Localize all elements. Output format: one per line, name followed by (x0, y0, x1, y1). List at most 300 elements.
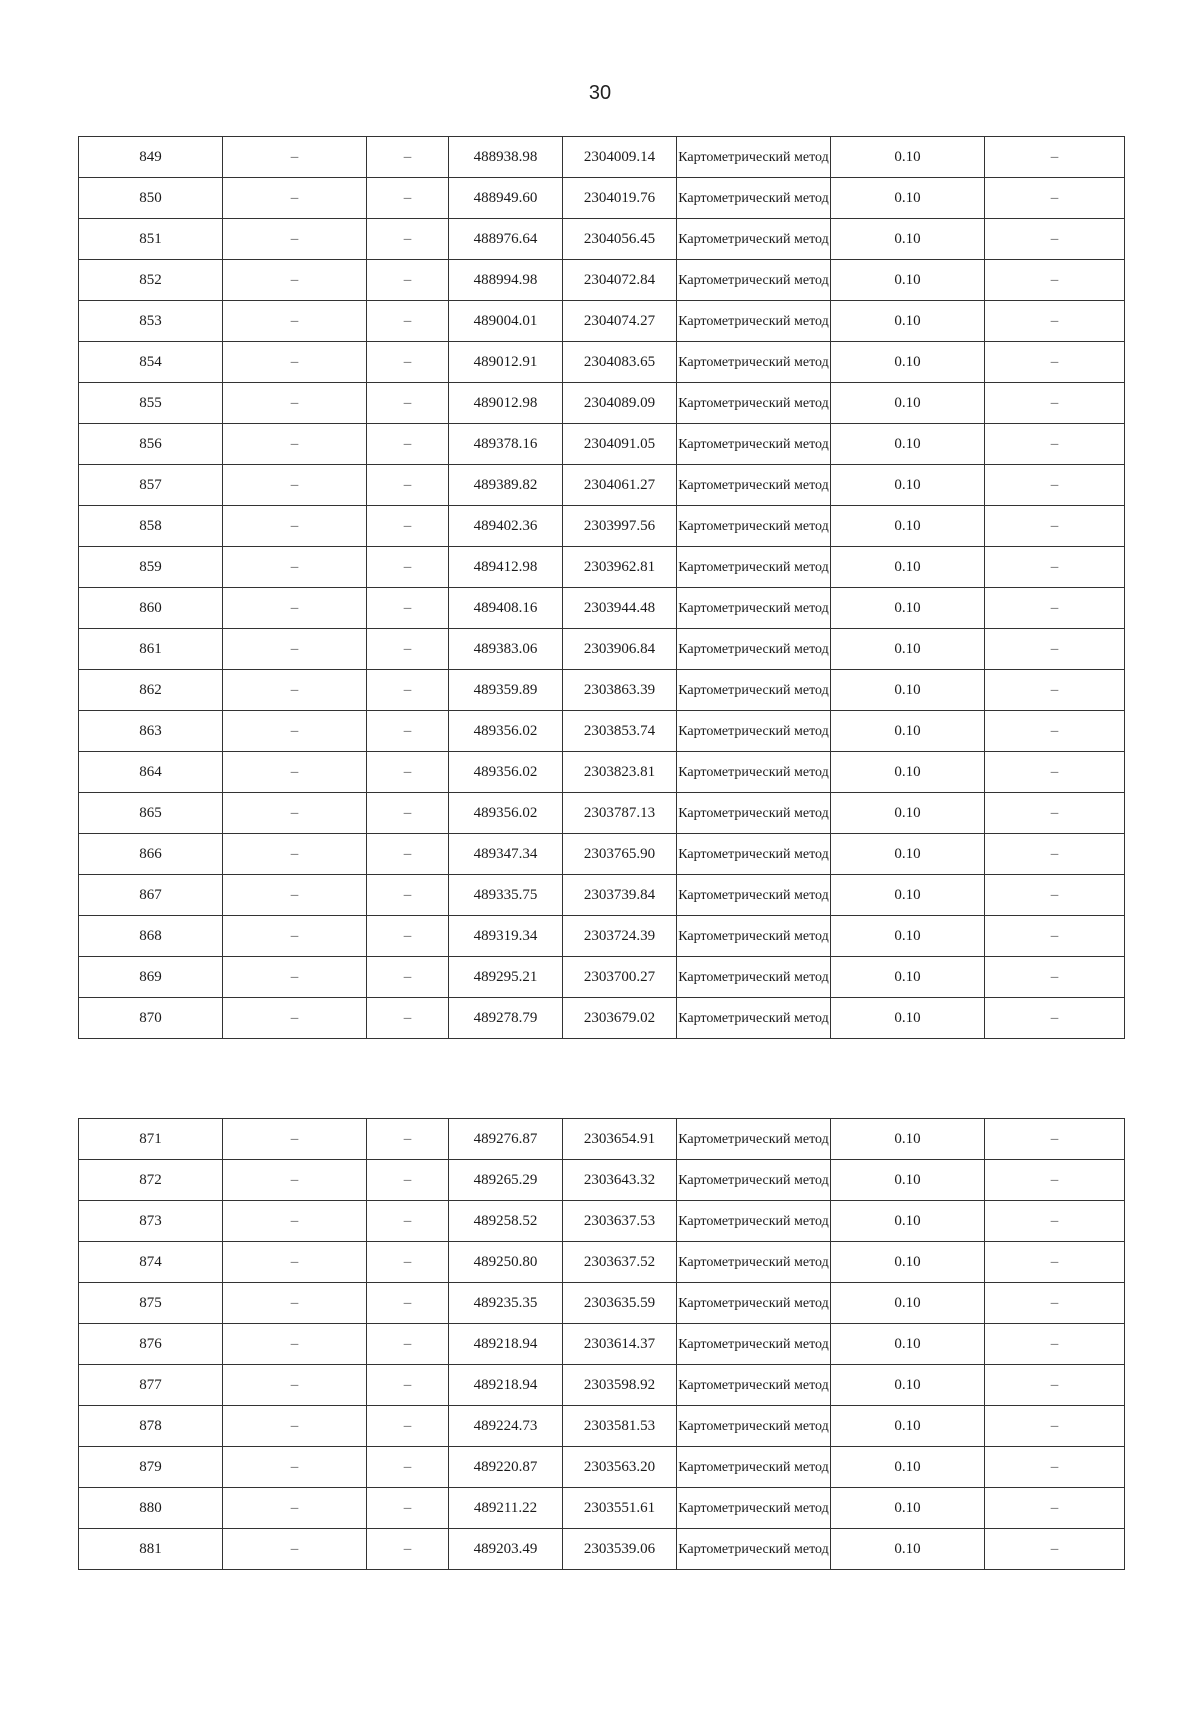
empty-value-cell: – (223, 465, 367, 506)
point-number-cell: 876 (79, 1324, 223, 1365)
empty-value-cell: – (223, 1365, 367, 1406)
coordinate-x-cell: 489203.49 (449, 1529, 563, 1570)
accuracy-cell: 0.10 (831, 998, 985, 1039)
empty-value-cell: – (367, 588, 449, 629)
empty-value-cell: – (223, 916, 367, 957)
coordinate-x-cell: 488938.98 (449, 137, 563, 178)
method-cell: Картометрический метод (677, 178, 831, 219)
coordinate-y-cell: 2303944.48 (563, 588, 677, 629)
empty-value-cell: – (367, 670, 449, 711)
method-cell: Картометрический метод (677, 1488, 831, 1529)
empty-value-cell: – (985, 1406, 1125, 1447)
table-row (79, 957, 1125, 998)
accuracy-cell: 0.10 (831, 465, 985, 506)
point-number-cell: 853 (79, 301, 223, 342)
point-number-cell: 875 (79, 1283, 223, 1324)
coordinates-table-1 (78, 136, 1125, 1039)
table-row (79, 875, 1125, 916)
empty-value-cell: – (223, 629, 367, 670)
table-row (79, 1406, 1125, 1447)
accuracy-cell: 0.10 (831, 1406, 985, 1447)
coordinate-x-cell: 489378.16 (449, 424, 563, 465)
coordinate-y-cell: 2303906.84 (563, 629, 677, 670)
empty-value-cell: – (985, 1447, 1125, 1488)
empty-value-cell: – (223, 1160, 367, 1201)
empty-value-cell: – (367, 1283, 449, 1324)
empty-value-cell: – (223, 834, 367, 875)
empty-value-cell: – (223, 1488, 367, 1529)
empty-value-cell: – (367, 1447, 449, 1488)
point-number-cell: 866 (79, 834, 223, 875)
empty-value-cell: – (367, 219, 449, 260)
empty-value-cell: – (985, 711, 1125, 752)
empty-value-cell: – (985, 1283, 1125, 1324)
coordinate-x-cell: 489356.02 (449, 752, 563, 793)
coordinate-x-cell: 489250.80 (449, 1242, 563, 1283)
accuracy-cell: 0.10 (831, 670, 985, 711)
coordinate-y-cell: 2303700.27 (563, 957, 677, 998)
coordinate-y-cell: 2303823.81 (563, 752, 677, 793)
coordinate-x-cell: 489319.34 (449, 916, 563, 957)
method-cell: Картометрический метод (677, 547, 831, 588)
table-row (79, 629, 1125, 670)
accuracy-cell: 0.10 (831, 629, 985, 670)
method-cell: Картометрический метод (677, 342, 831, 383)
table-row (79, 219, 1125, 260)
empty-value-cell: – (223, 1447, 367, 1488)
coordinate-y-cell: 2304072.84 (563, 260, 677, 301)
empty-value-cell: – (367, 957, 449, 998)
empty-value-cell: – (985, 219, 1125, 260)
coordinate-y-cell: 2303679.02 (563, 998, 677, 1039)
empty-value-cell: – (223, 998, 367, 1039)
coordinate-y-cell: 2303637.52 (563, 1242, 677, 1283)
coordinate-y-cell: 2303563.20 (563, 1447, 677, 1488)
empty-value-cell: – (367, 1365, 449, 1406)
method-cell: Картометрический метод (677, 219, 831, 260)
method-cell: Картометрический метод (677, 137, 831, 178)
point-number-cell: 867 (79, 875, 223, 916)
table-row (79, 301, 1125, 342)
point-number-cell: 878 (79, 1406, 223, 1447)
coordinate-x-cell: 489383.06 (449, 629, 563, 670)
coordinate-y-cell: 2303637.53 (563, 1201, 677, 1242)
method-cell: Картометрический метод (677, 1365, 831, 1406)
method-cell: Картометрический метод (677, 1406, 831, 1447)
empty-value-cell: – (985, 506, 1125, 547)
empty-value-cell: – (985, 670, 1125, 711)
accuracy-cell: 0.10 (831, 137, 985, 178)
coordinate-y-cell: 2304089.09 (563, 383, 677, 424)
empty-value-cell: – (367, 1201, 449, 1242)
accuracy-cell: 0.10 (831, 219, 985, 260)
table-row (79, 342, 1125, 383)
method-cell: Картометрический метод (677, 1201, 831, 1242)
coordinate-y-cell: 2303643.32 (563, 1160, 677, 1201)
accuracy-cell: 0.10 (831, 793, 985, 834)
empty-value-cell: – (985, 1529, 1125, 1570)
method-cell: Картометрический метод (677, 998, 831, 1039)
point-number-cell: 851 (79, 219, 223, 260)
method-cell: Картометрический метод (677, 1242, 831, 1283)
method-cell: Картометрический метод (677, 383, 831, 424)
accuracy-cell: 0.10 (831, 1160, 985, 1201)
accuracy-cell: 0.10 (831, 1324, 985, 1365)
empty-value-cell: – (985, 793, 1125, 834)
coordinate-x-cell: 489012.91 (449, 342, 563, 383)
empty-value-cell: – (367, 793, 449, 834)
accuracy-cell: 0.10 (831, 916, 985, 957)
coordinate-x-cell: 489402.36 (449, 506, 563, 547)
accuracy-cell: 0.10 (831, 178, 985, 219)
table-row (79, 834, 1125, 875)
table-row (79, 588, 1125, 629)
empty-value-cell: – (985, 1160, 1125, 1201)
accuracy-cell: 0.10 (831, 383, 985, 424)
accuracy-cell: 0.10 (831, 752, 985, 793)
coordinate-y-cell: 2303853.74 (563, 711, 677, 752)
point-number-cell: 874 (79, 1242, 223, 1283)
point-number-cell: 849 (79, 137, 223, 178)
empty-value-cell: – (223, 342, 367, 383)
empty-value-cell: – (223, 793, 367, 834)
coordinate-y-cell: 2303654.91 (563, 1119, 677, 1160)
empty-value-cell: – (367, 301, 449, 342)
coordinate-x-cell: 488976.64 (449, 219, 563, 260)
point-number-cell: 854 (79, 342, 223, 383)
accuracy-cell: 0.10 (831, 1365, 985, 1406)
point-number-cell: 863 (79, 711, 223, 752)
empty-value-cell: – (223, 1283, 367, 1324)
method-cell: Картометрический метод (677, 875, 831, 916)
coordinate-x-cell: 489220.87 (449, 1447, 563, 1488)
coordinate-x-cell: 489278.79 (449, 998, 563, 1039)
table-row (79, 506, 1125, 547)
coordinate-y-cell: 2303614.37 (563, 1324, 677, 1365)
empty-value-cell: – (985, 424, 1125, 465)
empty-value-cell: – (223, 1242, 367, 1283)
empty-value-cell: – (985, 957, 1125, 998)
empty-value-cell: – (367, 752, 449, 793)
empty-value-cell: – (367, 547, 449, 588)
point-number-cell: 872 (79, 1160, 223, 1201)
empty-value-cell: – (985, 137, 1125, 178)
accuracy-cell: 0.10 (831, 547, 985, 588)
empty-value-cell: – (985, 178, 1125, 219)
coordinate-y-cell: 2303539.06 (563, 1529, 677, 1570)
table-row (79, 752, 1125, 793)
coordinate-y-cell: 2303724.39 (563, 916, 677, 957)
coordinate-y-cell: 2303598.92 (563, 1365, 677, 1406)
point-number-cell: 859 (79, 547, 223, 588)
method-cell: Картометрический метод (677, 1160, 831, 1201)
table-row (79, 424, 1125, 465)
empty-value-cell: – (367, 383, 449, 424)
empty-value-cell: – (367, 1406, 449, 1447)
coordinate-y-cell: 2304091.05 (563, 424, 677, 465)
table-row (79, 1529, 1125, 1570)
coordinate-x-cell: 489218.94 (449, 1365, 563, 1406)
accuracy-cell: 0.10 (831, 342, 985, 383)
coordinate-y-cell: 2303863.39 (563, 670, 677, 711)
table-row (79, 1283, 1125, 1324)
method-cell: Картометрический метод (677, 711, 831, 752)
coordinate-y-cell: 2303635.59 (563, 1283, 677, 1324)
coordinate-y-cell: 2304083.65 (563, 342, 677, 383)
accuracy-cell: 0.10 (831, 1242, 985, 1283)
empty-value-cell: – (367, 260, 449, 301)
table-row (79, 1447, 1125, 1488)
point-number-cell: 873 (79, 1201, 223, 1242)
coordinate-x-cell: 489012.98 (449, 383, 563, 424)
empty-value-cell: – (985, 383, 1125, 424)
empty-value-cell: – (367, 916, 449, 957)
empty-value-cell: – (367, 1488, 449, 1529)
empty-value-cell: – (367, 506, 449, 547)
table-row (79, 670, 1125, 711)
point-number-cell: 880 (79, 1488, 223, 1529)
empty-value-cell: – (367, 875, 449, 916)
coordinate-y-cell: 2303787.13 (563, 793, 677, 834)
empty-value-cell: – (367, 1324, 449, 1365)
empty-value-cell: – (367, 711, 449, 752)
method-cell: Картометрический метод (677, 957, 831, 998)
table-row (79, 998, 1125, 1039)
page-number: 30 (588, 82, 612, 104)
accuracy-cell: 0.10 (831, 834, 985, 875)
coordinate-x-cell: 489235.35 (449, 1283, 563, 1324)
table-row (79, 547, 1125, 588)
accuracy-cell: 0.10 (831, 1283, 985, 1324)
empty-value-cell: – (367, 1529, 449, 1570)
table-row (79, 1160, 1125, 1201)
empty-value-cell: – (367, 629, 449, 670)
method-cell: Картометрический метод (677, 1324, 831, 1365)
coordinate-x-cell: 489412.98 (449, 547, 563, 588)
table-body (79, 137, 1125, 1039)
accuracy-cell: 0.10 (831, 588, 985, 629)
empty-value-cell: – (223, 301, 367, 342)
empty-value-cell: – (985, 342, 1125, 383)
coordinate-y-cell: 2303962.81 (563, 547, 677, 588)
coordinate-y-cell: 2304019.76 (563, 178, 677, 219)
table-row (79, 178, 1125, 219)
accuracy-cell: 0.10 (831, 1447, 985, 1488)
table-row (79, 793, 1125, 834)
empty-value-cell: – (367, 1242, 449, 1283)
table-row (79, 916, 1125, 957)
empty-value-cell: – (223, 711, 367, 752)
empty-value-cell: – (985, 1119, 1125, 1160)
empty-value-cell: – (367, 998, 449, 1039)
empty-value-cell: – (223, 1406, 367, 1447)
coordinate-x-cell: 489389.82 (449, 465, 563, 506)
coordinate-x-cell: 489295.21 (449, 957, 563, 998)
empty-value-cell: – (223, 137, 367, 178)
accuracy-cell: 0.10 (831, 1201, 985, 1242)
method-cell: Картометрический метод (677, 1283, 831, 1324)
empty-value-cell: – (985, 834, 1125, 875)
method-cell: Картометрический метод (677, 465, 831, 506)
empty-value-cell: – (985, 1488, 1125, 1529)
empty-value-cell: – (985, 752, 1125, 793)
coordinate-y-cell: 2304061.27 (563, 465, 677, 506)
table-row (79, 137, 1125, 178)
coordinate-x-cell: 488949.60 (449, 178, 563, 219)
empty-value-cell: – (985, 588, 1125, 629)
empty-value-cell: – (985, 260, 1125, 301)
point-number-cell: 877 (79, 1365, 223, 1406)
coordinate-y-cell: 2304056.45 (563, 219, 677, 260)
empty-value-cell: – (223, 752, 367, 793)
coordinate-y-cell: 2304074.27 (563, 301, 677, 342)
coordinate-x-cell: 489359.89 (449, 670, 563, 711)
method-cell: Картометрический метод (677, 629, 831, 670)
point-number-cell: 862 (79, 670, 223, 711)
empty-value-cell: – (223, 1324, 367, 1365)
empty-value-cell: – (367, 465, 449, 506)
coordinate-y-cell: 2303739.84 (563, 875, 677, 916)
empty-value-cell: – (223, 506, 367, 547)
method-cell: Картометрический метод (677, 424, 831, 465)
table-row (79, 1201, 1125, 1242)
empty-value-cell: – (985, 547, 1125, 588)
table-row (79, 1119, 1125, 1160)
empty-value-cell: – (223, 1529, 367, 1570)
empty-value-cell: – (223, 260, 367, 301)
table-row (79, 1365, 1125, 1406)
empty-value-cell: – (367, 1119, 449, 1160)
empty-value-cell: – (223, 588, 367, 629)
empty-value-cell: – (985, 301, 1125, 342)
accuracy-cell: 0.10 (831, 957, 985, 998)
coordinate-x-cell: 489265.29 (449, 1160, 563, 1201)
coordinates-table-2 (78, 1118, 1125, 1570)
empty-value-cell: – (985, 916, 1125, 957)
table-row (79, 1242, 1125, 1283)
empty-value-cell: – (223, 424, 367, 465)
empty-value-cell: – (223, 219, 367, 260)
point-number-cell: 850 (79, 178, 223, 219)
empty-value-cell: – (223, 875, 367, 916)
table-row (79, 1324, 1125, 1365)
empty-value-cell: – (223, 383, 367, 424)
coordinate-y-cell: 2303765.90 (563, 834, 677, 875)
method-cell: Картометрический метод (677, 670, 831, 711)
accuracy-cell: 0.10 (831, 301, 985, 342)
coordinate-x-cell: 489276.87 (449, 1119, 563, 1160)
point-number-cell: 879 (79, 1447, 223, 1488)
empty-value-cell: – (367, 424, 449, 465)
point-number-cell: 870 (79, 998, 223, 1039)
accuracy-cell: 0.10 (831, 711, 985, 752)
coordinate-x-cell: 489335.75 (449, 875, 563, 916)
point-number-cell: 856 (79, 424, 223, 465)
coordinate-x-cell: 489211.22 (449, 1488, 563, 1529)
method-cell: Картометрический метод (677, 916, 831, 957)
coordinate-x-cell: 489224.73 (449, 1406, 563, 1447)
empty-value-cell: – (223, 1201, 367, 1242)
empty-value-cell: – (223, 547, 367, 588)
coordinate-y-cell: 2303581.53 (563, 1406, 677, 1447)
accuracy-cell: 0.10 (831, 875, 985, 916)
empty-value-cell: – (985, 1365, 1125, 1406)
empty-value-cell: – (223, 1119, 367, 1160)
empty-value-cell: – (985, 998, 1125, 1039)
point-number-cell: 868 (79, 916, 223, 957)
empty-value-cell: – (985, 875, 1125, 916)
table-row (79, 260, 1125, 301)
method-cell: Картометрический метод (677, 506, 831, 547)
empty-value-cell: – (223, 957, 367, 998)
empty-value-cell: – (985, 465, 1125, 506)
coordinate-y-cell: 2303997.56 (563, 506, 677, 547)
coordinate-x-cell: 489004.01 (449, 301, 563, 342)
empty-value-cell: – (367, 1160, 449, 1201)
table-row (79, 383, 1125, 424)
point-number-cell: 861 (79, 629, 223, 670)
method-cell: Картометрический метод (677, 1529, 831, 1570)
point-number-cell: 871 (79, 1119, 223, 1160)
method-cell: Картометрический метод (677, 588, 831, 629)
empty-value-cell: – (367, 137, 449, 178)
method-cell: Картометрический метод (677, 752, 831, 793)
empty-value-cell: – (223, 178, 367, 219)
point-number-cell: 864 (79, 752, 223, 793)
table-row (79, 1488, 1125, 1529)
empty-value-cell: – (367, 342, 449, 383)
coordinate-x-cell: 489218.94 (449, 1324, 563, 1365)
coordinate-x-cell: 489356.02 (449, 711, 563, 752)
method-cell: Картометрический метод (677, 301, 831, 342)
empty-value-cell: – (985, 1201, 1125, 1242)
point-number-cell: 860 (79, 588, 223, 629)
accuracy-cell: 0.10 (831, 424, 985, 465)
table-body (79, 1119, 1125, 1570)
coordinate-x-cell: 489408.16 (449, 588, 563, 629)
empty-value-cell: – (985, 629, 1125, 670)
empty-value-cell: – (367, 834, 449, 875)
method-cell: Картометрический метод (677, 793, 831, 834)
coordinate-x-cell: 488994.98 (449, 260, 563, 301)
accuracy-cell: 0.10 (831, 1529, 985, 1570)
method-cell: Картометрический метод (677, 834, 831, 875)
empty-value-cell: – (367, 178, 449, 219)
point-number-cell: 869 (79, 957, 223, 998)
accuracy-cell: 0.10 (831, 1488, 985, 1529)
coordinate-y-cell: 2303551.61 (563, 1488, 677, 1529)
method-cell: Картометрический метод (677, 1447, 831, 1488)
empty-value-cell: – (223, 670, 367, 711)
empty-value-cell: – (985, 1324, 1125, 1365)
accuracy-cell: 0.10 (831, 260, 985, 301)
coordinate-x-cell: 489356.02 (449, 793, 563, 834)
method-cell: Картометрический метод (677, 1119, 831, 1160)
point-number-cell: 855 (79, 383, 223, 424)
table-row (79, 465, 1125, 506)
accuracy-cell: 0.10 (831, 1119, 985, 1160)
point-number-cell: 857 (79, 465, 223, 506)
empty-value-cell: – (985, 1242, 1125, 1283)
coordinate-y-cell: 2304009.14 (563, 137, 677, 178)
table-row (79, 711, 1125, 752)
accuracy-cell: 0.10 (831, 506, 985, 547)
point-number-cell: 865 (79, 793, 223, 834)
coordinate-x-cell: 489347.34 (449, 834, 563, 875)
point-number-cell: 881 (79, 1529, 223, 1570)
point-number-cell: 852 (79, 260, 223, 301)
point-number-cell: 858 (79, 506, 223, 547)
